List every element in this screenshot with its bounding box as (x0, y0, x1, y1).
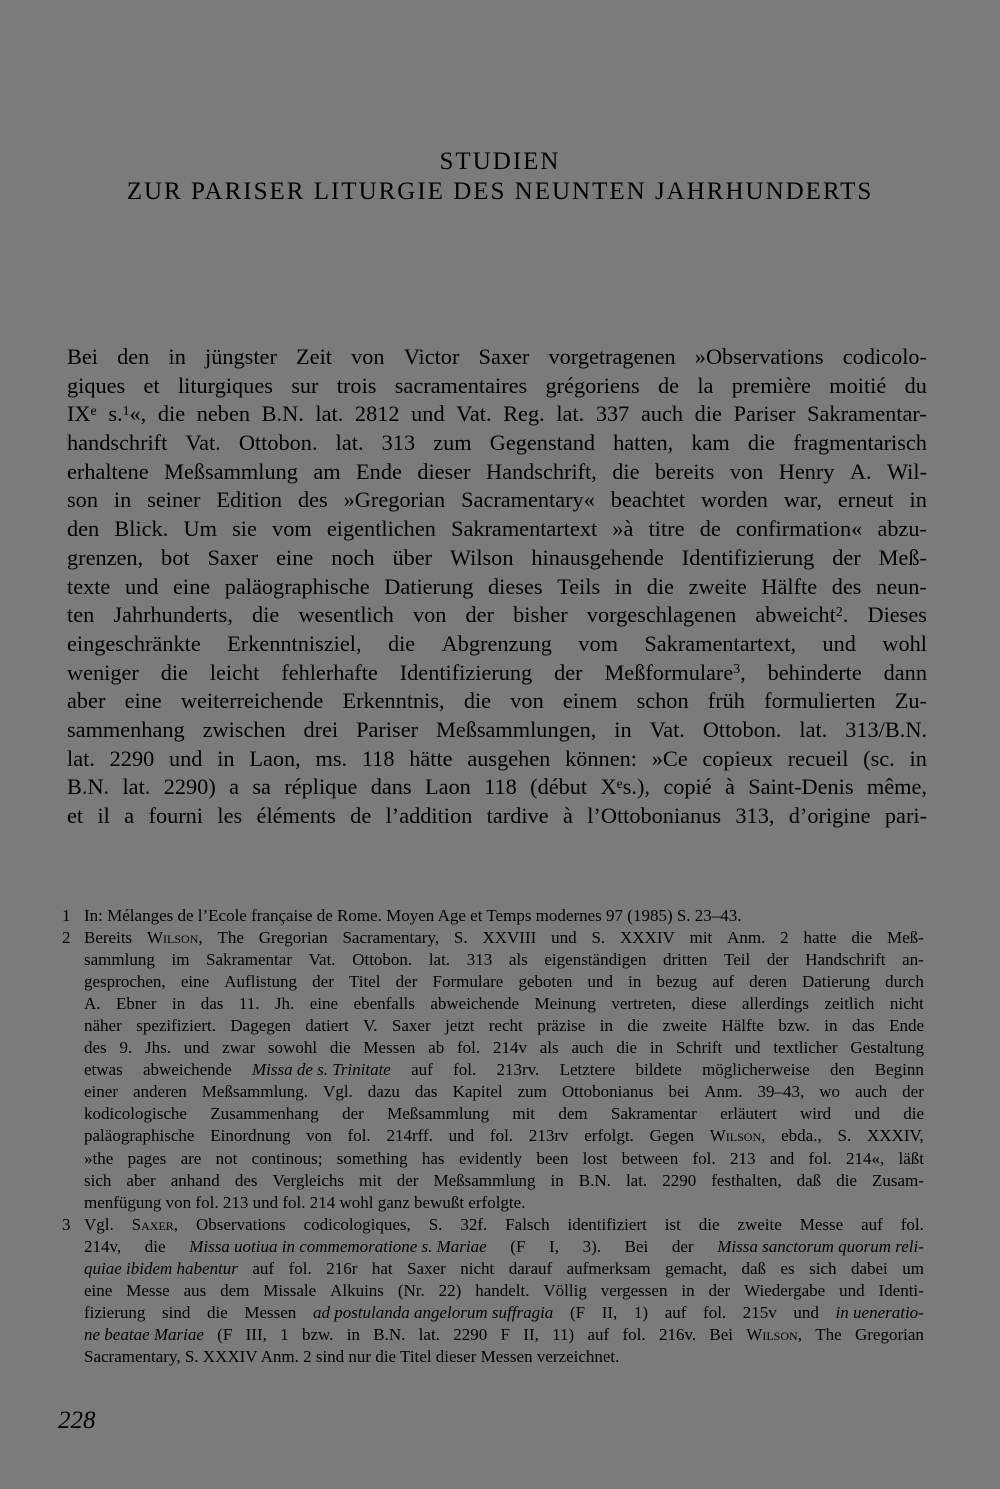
text-line: grenzen, bot Saxer eine noch über Wilson hinausgehende Identifizierung der Meß- (67, 544, 927, 570)
footnote-line: menfügung von fol. 213 und fol. 214 wohl ganz bewußt erfolgte. (84, 1192, 526, 1212)
footnote-line: etwas abweichende Missa de s. Trinitate auf fol. 213rv. Letztere bildete möglicherweise den Beginn (84, 1060, 924, 1080)
text-line: giques et liturgiques sur trois sacramentaires grégoriens de la première moitié du (67, 372, 927, 398)
text-line: Bei den in jüngster Zeit von Victor Saxer vorgetragenen »Observations codicolo- (67, 344, 927, 369)
footnote-line: paläographische Einordnung von fol. 214rff. und fol. 213rv erfolgt. Gegen Wilson, ebda., S. XXXIV, (84, 1126, 924, 1146)
footnote-line: fizierung sind die Messen ad postulanda angelorum suffragia (F II, 1) auf fol. 215v und in ueneratio- (84, 1302, 924, 1322)
footnote-number: 1 (62, 906, 71, 925)
footnote-line: Sacramentary, S. XXXIV Anm. 2 sind nur die Titel dieser Messen verzeichnet. (84, 1346, 620, 1366)
heading-line-2: ZUR PARISER LITURGIE DES NEUNTEN JAHRHUNDERTS (126, 178, 874, 205)
footnote-line: gesprochen, eine Auflistung der Titel der Formulare geboten und in bezug auf deren Datierung durch (84, 972, 924, 992)
footnote-line: sich aber anhand des Vergleichs mit der Meßsammlung in B.N. lat. 2290 festhalten, daß die Zusam- (84, 1170, 924, 1190)
footnote-line: des 9. Jhs. und zwar sowohl die Messen ab fol. 214v als auch die in Schrift und textlicher Gestaltung (84, 1038, 924, 1058)
text-line: weniger die leicht fehlerhafte Identifizierung der Meßformulare$^3$, behinderte dann (67, 659, 927, 685)
text-line: ten Jahrhunderts, die wesentlich von der bisher vorgeschlagenen abweicht$^2$. Dieses (67, 602, 927, 628)
footnote-line: »the pages are not continous; something has evidently been lost between fol. 213 and fol. 214«, läßt (84, 1148, 924, 1168)
text-line: son in seiner Edition des »Gregorian Sacramentary« beachtet worden war, erneut in (67, 487, 927, 513)
footnote (62, 927, 924, 1214)
footnote-line: eine Messe aus dem Missale Alkuins (Nr. 22) handelt. Völlig vergessen in der Wiedergabe und Identi- (84, 1280, 924, 1300)
footnote-text (84, 927, 924, 1214)
footnote-line: einer anderen Meßsammlung. Vgl. dazu das Kapitel zum Ottobonianus bei Anm. 39–43, wo auch der (84, 1082, 924, 1102)
text-line: sammenhang zwischen drei Pariser Meßsammlungen, in Vat. Ottobon. lat. 313/B.N. (67, 716, 927, 742)
footnote (62, 1214, 924, 1368)
footnote-text (84, 905, 924, 927)
text-line: IXe s.$^1$«, die neben B.N. lat. 2812 und Vat. Reg. lat. 337 auch die Pariser Sakramentar- (67, 401, 927, 427)
main-text (67, 343, 927, 831)
text-line: eingeschränkte Erkenntnisziel, die Abgrenzung vom Sakramentartext, und wohl (67, 630, 927, 656)
footnote-line: sammlung im Sakramentar Vat. Ottobon. lat. 313 als eigenständigen dritten Teil der Handschrift an- (84, 950, 924, 970)
footnote-line: quiae ibidem habentur auf fol. 216r hat Saxer nicht darauf aufmerksam gemacht, daß es sich dabei um (84, 1258, 924, 1278)
footnote-line: kodicologische Zusammenhang der Meßsammlung mit dem Sakramentar erläutert wird und die (84, 1104, 924, 1124)
footnote-line: A. Ebner in das 11. Jh. eine ebenfalls abweichende Meinung vertreten, diese allerdings zeitlich nicht (84, 994, 924, 1014)
text-line: aber eine weiterreichende Erkenntnis, die von einem schon früh formulierten Zu- (67, 688, 927, 714)
footnote-number: 3 (62, 1214, 71, 1234)
footnote-line: 214v, die Missa uotiua in commemoratione s. Mariae (F I, 3). Bei der Missa sanctorum quorum reli- (84, 1236, 924, 1256)
footnote-line: In: Mélanges de l’Ecole française de Rome. Moyen Age et Temps modernes 97 (1985) S. 23–43. (84, 906, 742, 925)
page-number: 228 (58, 1407, 96, 1434)
heading-line-1: STUDIEN (439, 148, 561, 175)
text-line: den Blick. Um sie vom eigentlichen Sakramentartext »à titre de confirmation« abzu- (67, 516, 927, 542)
text-line: erhaltene Meßsammlung am Ende dieser Handschrift, die bereits von Henry A. Wil- (67, 458, 927, 484)
footnote-number: 2 (62, 928, 71, 948)
text-line: B.N. lat. 2290) a sa réplique dans Laon 118 (début Xes.), copié à Saint-Denis même, (67, 774, 927, 800)
text-line: lat. 2290 und in Laon, ms. 118 hätte ausgehen können: »Ce copieux recueil (sc. in (67, 745, 927, 771)
footnote (62, 905, 924, 927)
footnote-line: Bereits Wilson, The Gregorian Sacramentary, S. XXVIII und S. XXXIV mit Anm. 2 hatte die Meß- (84, 928, 924, 948)
footnote-text (84, 1214, 924, 1368)
footnote-line: ne beatae Mariae (F III, 1 bzw. in B.N. lat. 2290 F II, 11) auf fol. 216v. Bei Wilson, The Gregorian (84, 1324, 924, 1344)
text-line: et il a fourni les éléments de l’addition tardive à l’Ottobonianus 313, d’origine pari- (67, 803, 927, 828)
footnote-line: Vgl. Saxer, Observations codicologiques, S. 32f. Falsch identifiziert ist die zweite Messe auf fol. (84, 1214, 924, 1234)
text-line: texte und eine paläographische Datierung dieses Teils in die zweite Hälfte des neun- (67, 573, 927, 599)
footnotes (62, 905, 924, 1368)
footnote-line: näher spezifiziert. Dagegen datiert V. Saxer jetzt recht präzise in die zweite Hälfte bzw. in das Ende (84, 1016, 924, 1036)
text-line: handschrift Vat. Ottobon. lat. 313 zum Gegenstand hatten, kam die fragmentarisch (67, 430, 927, 456)
